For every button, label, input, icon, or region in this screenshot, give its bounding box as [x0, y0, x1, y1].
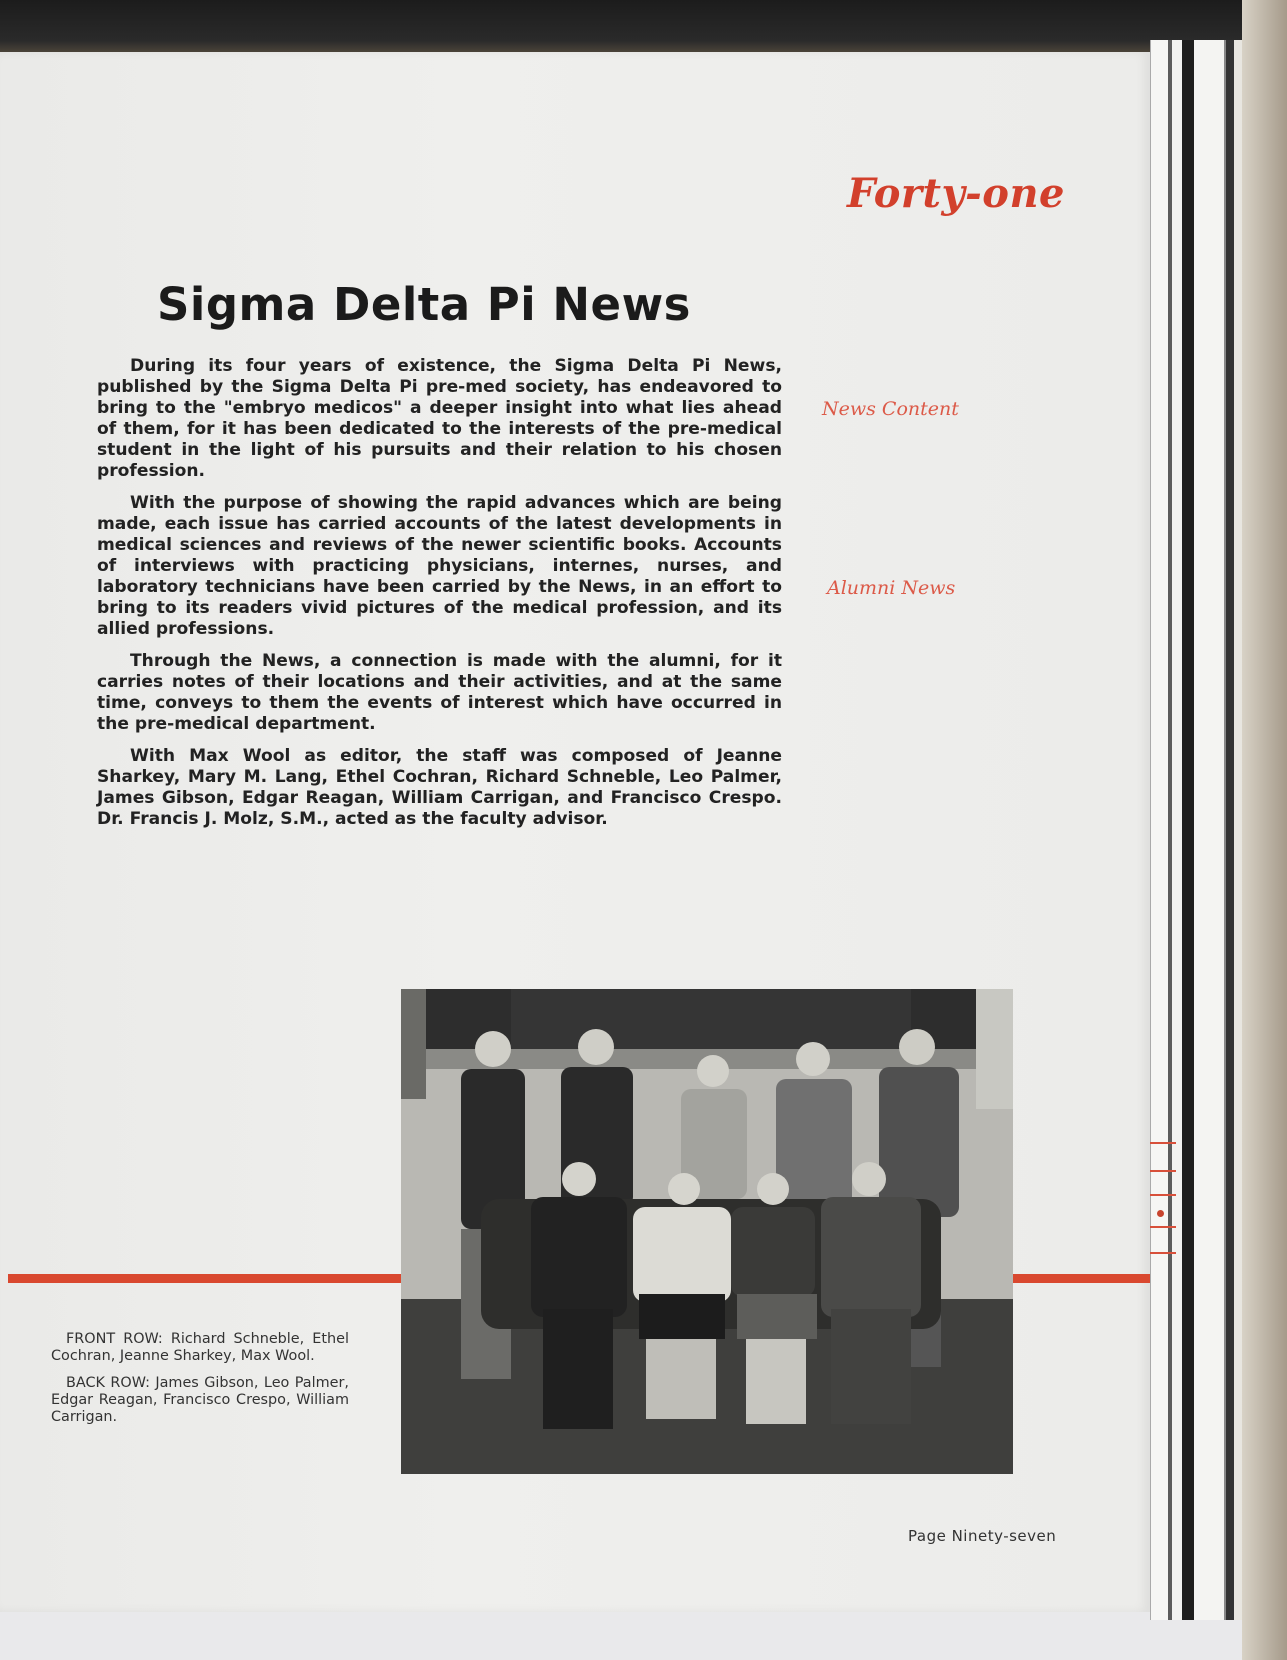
- paragraph: Through the News, a connection is made with the alumni, for it carries notes of their locations and their activities, and at the same time, conveys to them the events of interest which have occurred in the pre-medical department.: [97, 651, 782, 734]
- tab-marker: [1150, 1226, 1176, 1228]
- caption-front-row: FRONT ROW: Richard Schneble, Ethel Cochran, Jeanne Sharkey, Max Wool.: [51, 1331, 349, 1364]
- page-number: Page Ninety-seven: [908, 1527, 1057, 1545]
- page-stack-edge: [1226, 40, 1234, 1620]
- tab-marker: [1150, 1194, 1176, 1196]
- tab-marker: [1150, 1252, 1176, 1254]
- tab-marker: [1150, 1170, 1176, 1172]
- tab-marker: [1150, 1142, 1176, 1144]
- page-stack-edge: [1182, 40, 1194, 1620]
- book-edge: [1242, 0, 1287, 1660]
- group-photo: [401, 989, 1013, 1474]
- chapter-heading: Forty-one: [847, 170, 1065, 217]
- scanner-top-edge: [0, 0, 1287, 58]
- article-body: [97, 356, 782, 841]
- paragraph: With Max Wool as editor, the staff was composed of Jeanne Sharkey, Mary M. Lang, Ethel Cochran, Richard Schneble, Leo Palmer, James Gibson, Edgar Reagan, William Carrigan, and Francisco Crespo. Dr. Francis J. Molz, S.M., acted as the faculty advisor.: [97, 746, 782, 829]
- page-stack-edge: [1234, 40, 1242, 1620]
- paragraph: With the purpose of showing the rapid advances which are being made, each issue has carried accounts of the latest developments in medical sciences and reviews of the newer scientific books. Accounts of interviews with practicing physicians, internes, nurses, and laboratory technicians have been carried by the News, in an effort to bring to its readers vivid pictures of the medical profession, and its allied professions.: [97, 493, 782, 639]
- page-stack-edge: [1150, 40, 1169, 1620]
- photo-caption: [51, 1331, 349, 1436]
- paragraph: During its four years of existence, the Sigma Delta Pi News, published by the Sigma Delta Pi pre-med society, has endeavored to bring to the "embryo medicos" a deeper insight into what lies ahead of them, for it has been dedicated to the interests of the pre-medical student in the light of his pursuits and their relation to his chosen profession.: [97, 356, 782, 481]
- page-stack-edge: [1194, 40, 1226, 1620]
- margin-note-news-content: News Content: [822, 398, 959, 420]
- decorative-rule: [1012, 1274, 1150, 1283]
- page-stack-edge: [1172, 40, 1182, 1620]
- page-title: Sigma Delta Pi News: [157, 278, 691, 331]
- decorative-rule: [8, 1274, 403, 1283]
- margin-note-alumni-news: Alumni News: [827, 577, 956, 599]
- tab-marker-dot: [1157, 1210, 1164, 1217]
- caption-back-row: BACK ROW: James Gibson, Leo Palmer, Edgar Reagan, Francisco Crespo, William Carrigan.: [51, 1375, 349, 1425]
